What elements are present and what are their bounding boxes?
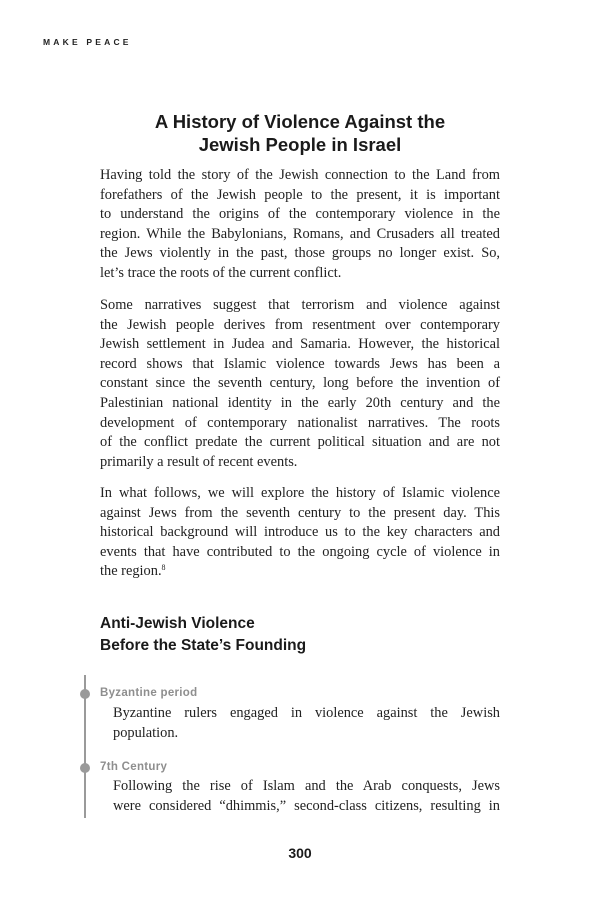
body-paragraph-1 xyxy=(100,166,500,284)
text-line: Byzantine rulers engaged in violence against the Jewish xyxy=(113,705,500,721)
text-line: Some narratives suggest that terrorism and violence against xyxy=(100,297,500,313)
text-line: against Jews from the seventh century to the present day. This xyxy=(100,504,500,521)
text-line: the Jews violently in the past, those groups no longer exist. So, xyxy=(100,245,500,262)
timeline-entry-text xyxy=(113,704,500,743)
title-line: A History of Violence Against the xyxy=(154,111,446,132)
text-line: constant since the seventh century, long before the invention of xyxy=(100,375,500,392)
text-line: Jewish settlement in Judea and Samaria. However, the historical xyxy=(100,336,500,353)
text-line: development of contemporary nationalist narratives. The roots xyxy=(100,414,500,431)
subheading-line: Before the State’s Founding xyxy=(100,637,307,654)
section-subheading xyxy=(100,613,306,657)
text-line: record shows that Islamic violence towards Jews has been a xyxy=(100,355,500,372)
text-line: the Jewish people derives from resentment over contemporary xyxy=(100,316,500,333)
text-line: were considered “dhimmis,” second-class citizens, resulting in xyxy=(113,797,500,814)
subheading-line: Anti-Jewish Violence xyxy=(100,615,255,632)
page-title xyxy=(100,110,500,156)
text-line: of the conflict predate the current political situation and are not xyxy=(100,434,500,451)
timeline-label: 7th Century xyxy=(100,761,168,773)
text-line: to understand the origins of the contemporary violence in the xyxy=(100,206,500,223)
footnote-marker[interactable]: 8 xyxy=(161,563,166,573)
text-line xyxy=(100,562,500,582)
body-paragraph-3 xyxy=(100,484,500,582)
text-line: historical background will introduce us to the key characters and xyxy=(100,524,500,541)
title-line: Jewish People in Israel xyxy=(198,134,402,155)
text-line: primarily a result of recent events. xyxy=(100,453,298,470)
timeline-label: Byzantine period xyxy=(100,687,198,699)
text-line: Having told the story of the Jewish connection to the Land from xyxy=(100,167,500,183)
text-line: In what follows, we will explore the history of Islamic violence xyxy=(100,485,500,501)
page-number: 300 xyxy=(288,845,312,861)
text-line: Palestinian national identity in the early 20th century and the xyxy=(100,394,500,411)
running-head: MAKE PEACE xyxy=(43,37,132,47)
timeline-entry-text xyxy=(113,777,500,816)
text-line: population. xyxy=(113,724,179,741)
text-line: let’s trace the roots of the current conflict. xyxy=(100,264,342,281)
body-paragraph-2 xyxy=(100,296,500,472)
timeline-dot xyxy=(80,763,90,773)
text-line: events that have contributed to the ongoing cycle of violence in xyxy=(100,543,500,560)
timeline-dot xyxy=(80,689,90,699)
text-line: Following the rise of Islam and the Arab conquests, Jews xyxy=(113,778,500,794)
text-line: forefathers of the Jewish people to the present, it is important xyxy=(100,186,500,203)
text-line-content: the region. xyxy=(100,563,162,580)
text-line: region. While the Babylonians, Romans, and Crusaders all treated xyxy=(100,225,500,242)
